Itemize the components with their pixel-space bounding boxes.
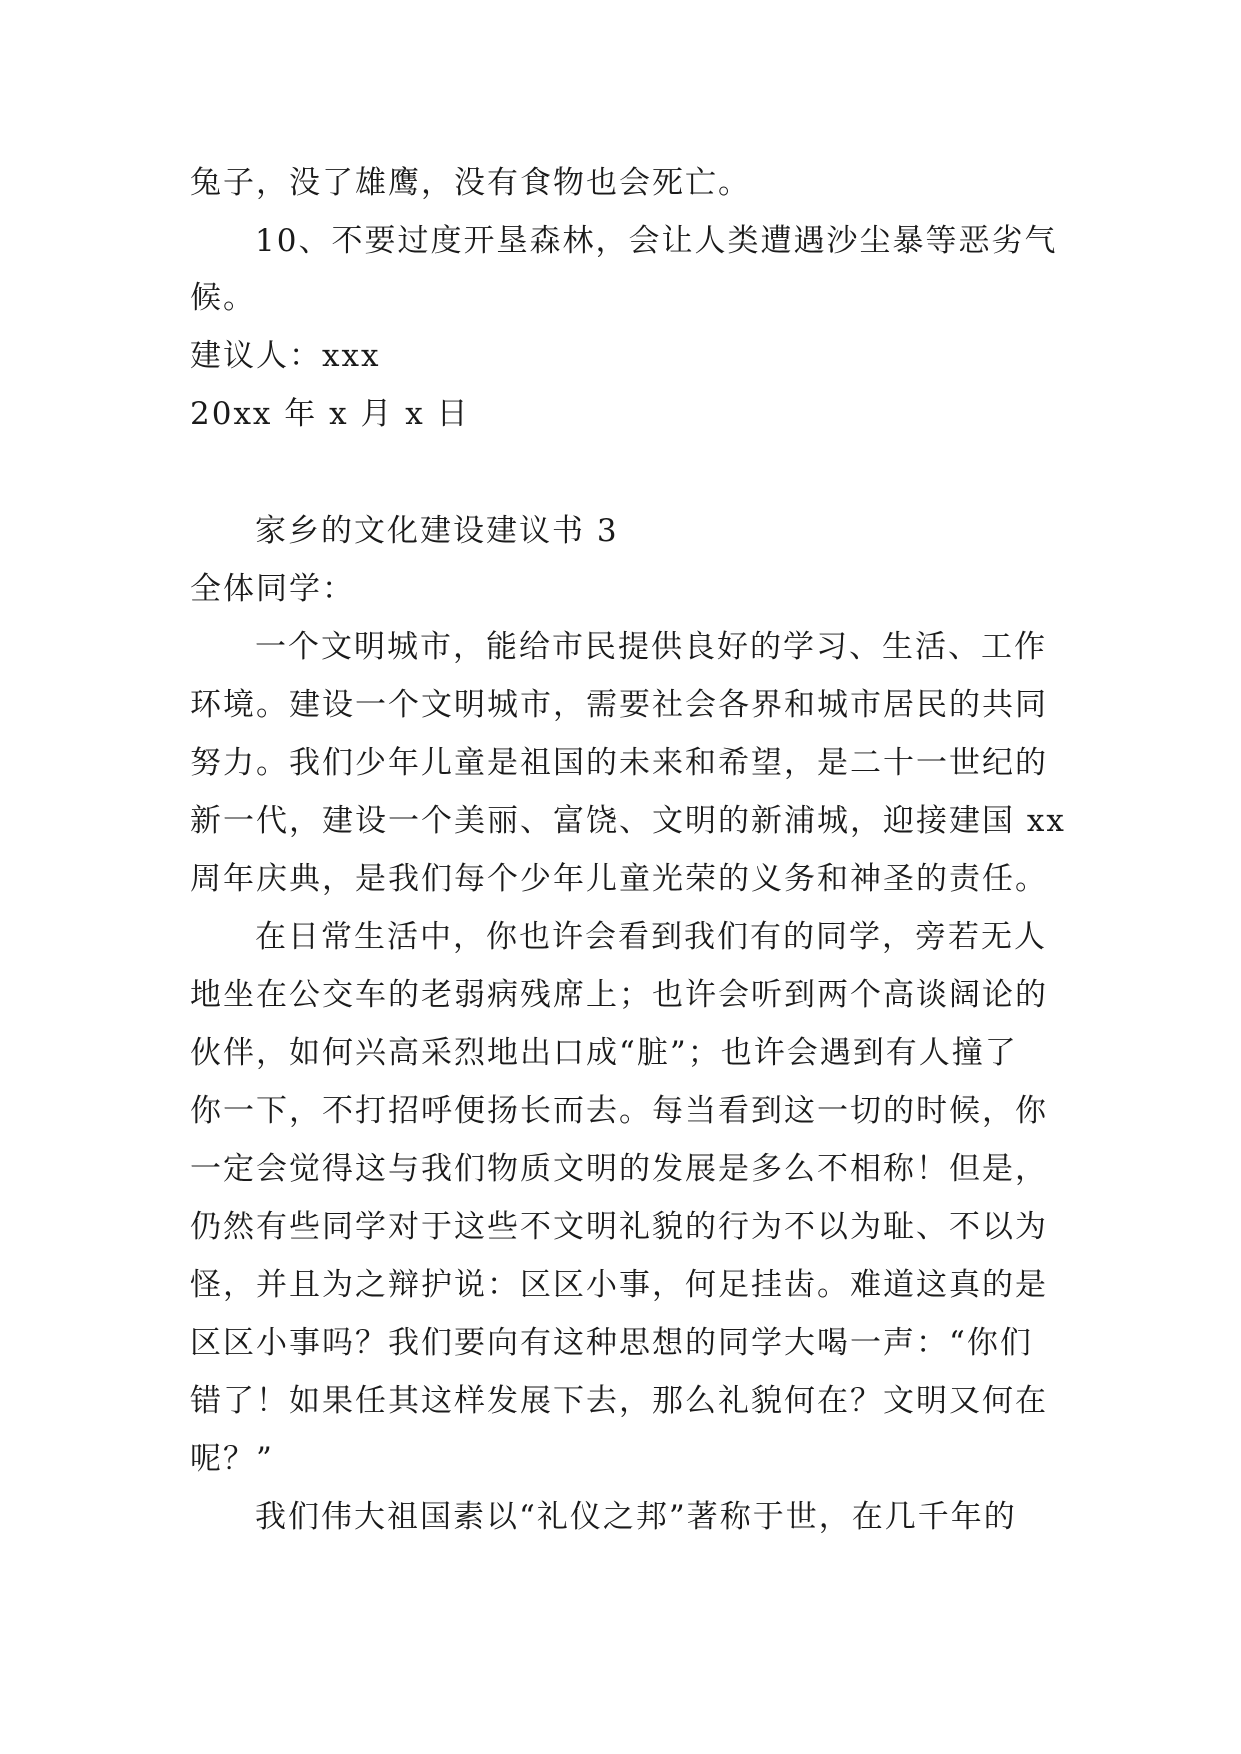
paragraph-line: 努力。我们少年儿童是祖国的未来和希望，是二十一世纪的 (190, 745, 1048, 781)
text-line: 候。 (190, 280, 256, 316)
section-title: 家乡的文化建设建议书 3 (255, 513, 619, 549)
proposer-line: 建议人：xxx (190, 338, 381, 374)
paragraph-line: 错了！如果任其这样发展下去，那么礼貌何在？文明又何在 (190, 1383, 1048, 1419)
text-line: 兔子，没了雄鹰，没有食物也会死亡。 (190, 165, 751, 201)
paragraph-line: 我们伟大祖国素以“礼仪之邦”著称于世，在几千年的 (255, 1499, 1017, 1535)
paragraph-line: 在日常生活中，你也许会看到我们有的同学，旁若无人 (255, 919, 1047, 955)
paragraph-line: 你一下，不打招呼便扬长而去。每当看到这一切的时候，你 (190, 1093, 1048, 1129)
paragraph-line: 呢？” (190, 1441, 274, 1477)
paragraph-line: 伙伴，如何兴高采烈地出口成“脏”；也许会遇到有人撞了 (190, 1035, 1018, 1071)
list-item-10: 10、不要过度开垦森林，会让人类遭遇沙尘暴等恶劣气 (255, 223, 1058, 259)
paragraph-line: 地坐在公交车的老弱病残席上；也许会听到两个高谈阔论的 (190, 977, 1048, 1013)
salutation: 全体同学： (190, 571, 355, 607)
paragraph-line: 怪，并且为之辩护说：区区小事，何足挂齿。难道这真的是 (190, 1267, 1048, 1303)
paragraph-line: 一定会觉得这与我们物质文明的发展是多么不相称！但是， (190, 1151, 1048, 1187)
paragraph-line: 一个文明城市，能给市民提供良好的学习、生活、工作 (255, 629, 1047, 665)
date-line: 20xx 年 x 月 x 日 (190, 396, 470, 432)
paragraph-line: 仍然有些同学对于这些不文明礼貌的行为不以为耻、不以为 (190, 1209, 1048, 1245)
paragraph-line: 新一代，建设一个美丽、富饶、文明的新浦城，迎接建国 xx (190, 803, 1066, 839)
paragraph-line: 环境。建设一个文明城市，需要社会各界和城市居民的共同 (190, 687, 1048, 723)
paragraph-line: 周年庆典，是我们每个少年儿童光荣的义务和神圣的责任。 (190, 861, 1048, 897)
paragraph-line: 区区小事吗？我们要向有这种思想的同学大喝一声：“你们 (190, 1325, 1033, 1361)
